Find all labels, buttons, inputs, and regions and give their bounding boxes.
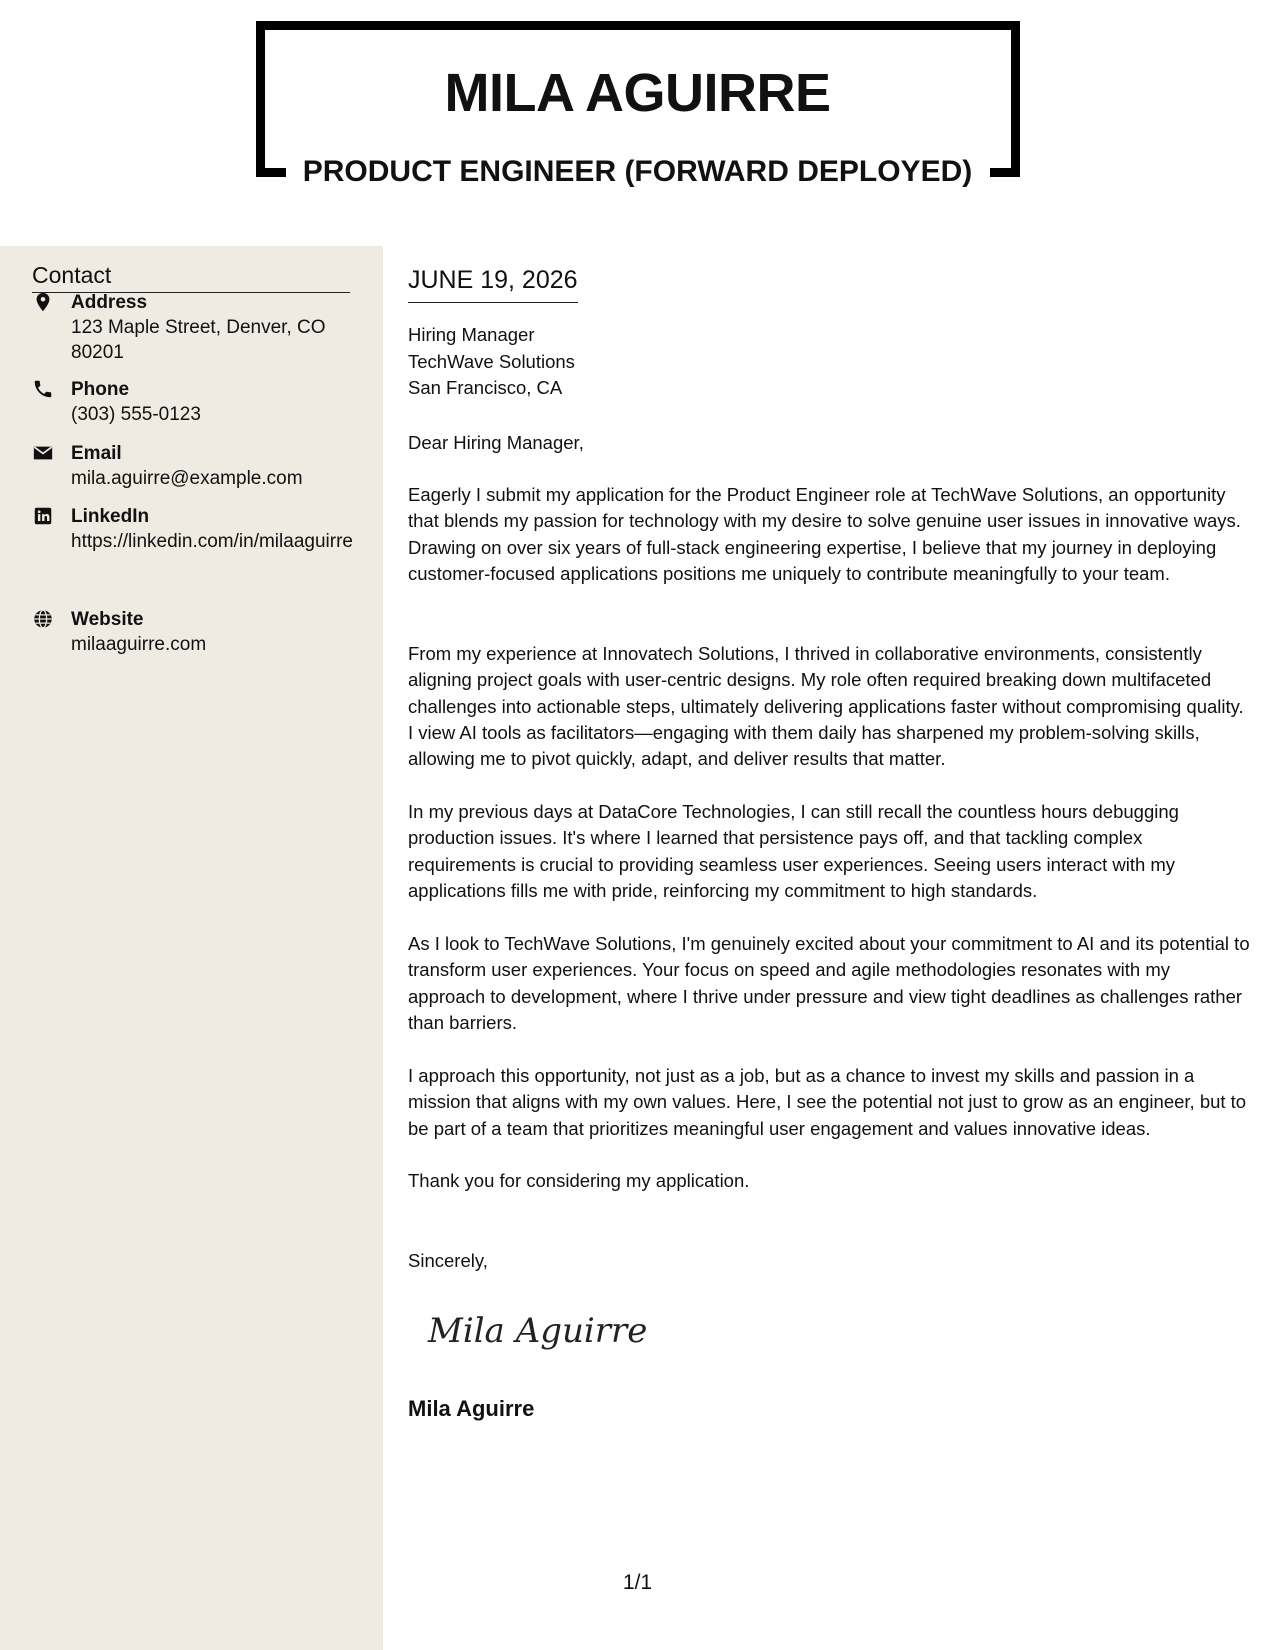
contact-value: (303) 555-0123 [71,404,201,425]
paragraph: I approach this opportunity, not just as a job, but as a chance to invest my skills and passion in a mission that aligns with my own values. Here, I see the potential not just to grow as an engineer, but to be part of a team that prioritizes meaningful user engagement and values innovative ideas. [408,1065,1247,1139]
paragraph: As I look to TechWave Solutions, I'm genuinely excited about your commitment to AI and its potential to transform user experiences. Your focus on speed and agile methodologies resonates with my approach to development, where I thrive under pressure and view tight deadlines as challenges rather than barriers. [408,933,1250,1033]
signature-text: Mila Aguirre [428,1311,648,1351]
map-pin-icon [32,291,54,313]
paragraph: From my experience at Innovatech Solutions, I thrived in collaborative environments, consistently aligning project goals with user-centric designs. My role often required breaking down multifaceted challenges into actionable steps, ultimately delivering applications faster without compromising quality. I view AI tools as facilitators—engaging with them daily has sharpened my problem-solving skills, allowing me to pivot quickly, adapt, and deliver results that matter. [408,643,1244,770]
letter-date: JUNE 19, 2026 [408,264,578,303]
signer-name: Mila Aguirre [408,1396,535,1421]
contact-value: 123 Maple Street, Denver, CO 80201 [71,317,326,363]
closing: Sincerely, [408,1250,488,1271]
paragraph: Thank you for considering my application. [408,1170,750,1191]
contact-label: Phone [71,379,130,400]
contact-value[interactable]: milaaguirre.com [71,634,207,655]
contact-label: LinkedIn [71,506,150,527]
frame-top-bar [256,21,1020,30]
recipient-line: TechWave Solutions [408,350,575,372]
page-number: 1/1 [622,1571,653,1594]
recipient-line: Hiring Manager [408,324,535,345]
contact-value: mila.aguirre@example.com [71,468,303,489]
paragraph: Eagerly I submit my application for the Product Engineer role at TechWave Solutions, an opportunity that blends my passion for technology with my desire to solve genuine user issues in innovative ways. Drawing on over six years of full-stack engineering expertise, I believe that my journey in deploying customer-focused applications positions me uniquely to contribute meaningfully to your team. [408,484,1241,584]
contact-label: Email [71,443,122,464]
globe-icon [32,608,54,630]
phone-icon [32,378,54,400]
contact-value[interactable]: https://linkedin.com/in/milaaguirre [71,531,353,552]
paragraph: In my previous days at DataCore Technologies, I can still recall the countless hours debugging production issues. It's where I learned that persistence pays off, and that tackling complex requirements is crucial to providing seamless user experiences. Seeing users interact with my applications fills me with pride, reinforcing my commitment to high standards. [408,801,1179,901]
recipient-line: San Francisco, CA [408,377,563,398]
handwritten-signature [424,1300,654,1360]
linkedin-icon [32,505,54,527]
contact-label: Website [71,609,144,630]
job-title: PRODUCT ENGINEER (FORWARD DEPLOYED) [302,155,973,188]
header [0,0,1275,240]
greeting: Dear Hiring Manager, [408,432,584,453]
contact-sidebar [0,246,383,1650]
contact-heading: Contact [32,260,350,293]
envelope-icon [32,442,54,464]
applicant-name: MILA AGUIRRE [444,63,831,123]
recipient-block [408,322,575,402]
contact-label: Address [71,292,148,313]
